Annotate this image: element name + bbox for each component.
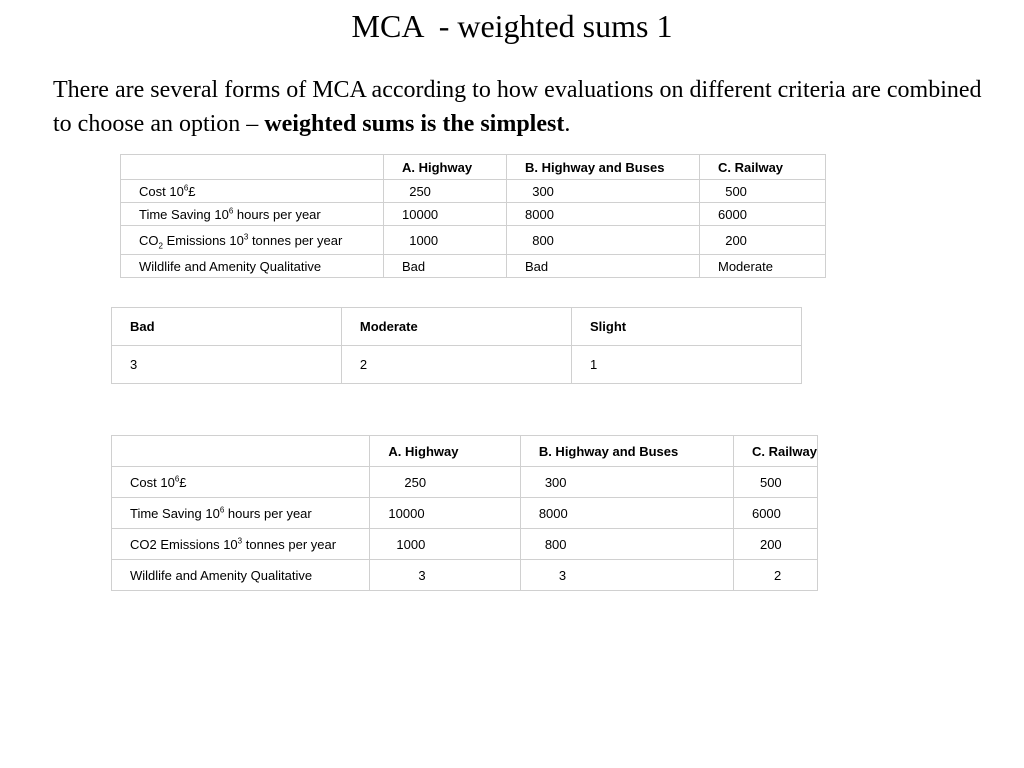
- table-cell: 250: [370, 467, 520, 498]
- table-row: [121, 203, 826, 226]
- row-label: Time Saving $10^6$ hours per year: [112, 498, 370, 529]
- table-cell: 3: [370, 560, 520, 591]
- table-row: [112, 467, 818, 498]
- header-cell: [121, 155, 384, 180]
- table-cell: 500: [733, 467, 817, 498]
- table-header-row: [112, 308, 802, 346]
- intro-bold-text: weighted sums is the simplest: [264, 111, 565, 137]
- row-label: $CO_2$ Emissions $10^3$ tonnes per year: [121, 226, 384, 255]
- scored-evaluation-table: [111, 435, 818, 591]
- table-cell: 200: [700, 226, 826, 255]
- table-cell: 1000: [384, 226, 507, 255]
- header-cell: Moderate: [341, 308, 571, 346]
- table-cell: 3: [112, 346, 342, 384]
- table-cell: 8000: [507, 203, 700, 226]
- table-header-row: [112, 436, 818, 467]
- row-label: Cost $10^6£$: [121, 180, 384, 203]
- table-cell: 2: [341, 346, 571, 384]
- header-cell: Slight: [572, 308, 802, 346]
- table-cell: Bad: [384, 255, 507, 278]
- header-cell: B. Highway and Buses: [520, 436, 733, 467]
- table-cell: 300: [507, 180, 700, 203]
- header-cell: Bad: [112, 308, 342, 346]
- header-cell: C. Railway: [700, 155, 826, 180]
- table-cell: 3: [520, 560, 733, 591]
- row-label: CO2 Emissions $10^3$ tonnes per year: [112, 529, 370, 560]
- table-row: [121, 180, 826, 203]
- table-cell: 500: [700, 180, 826, 203]
- table-cell: 300: [520, 467, 733, 498]
- table-cell: Bad: [507, 255, 700, 278]
- table-row: [112, 560, 818, 591]
- slide-title: MCA - weighted sums 1: [351, 8, 673, 44]
- table-cell: 250: [384, 180, 507, 203]
- table-row: [112, 346, 802, 384]
- table-row: [121, 255, 826, 278]
- table-cell: 800: [520, 529, 733, 560]
- table-cell: Moderate: [700, 255, 826, 278]
- header-cell: C. Railway: [733, 436, 817, 467]
- table-header-row: [121, 155, 826, 180]
- table-cell: 6000: [700, 203, 826, 226]
- header-cell: A. Highway: [370, 436, 520, 467]
- table-cell: 1: [572, 346, 802, 384]
- row-label: Cost $10^6£$: [112, 467, 370, 498]
- table-cell: 2: [733, 560, 817, 591]
- criteria-evaluation-table: [120, 154, 826, 278]
- header-cell: [112, 436, 370, 467]
- table-cell: 1000: [370, 529, 520, 560]
- intro-end: .: [564, 111, 571, 137]
- table-row: [112, 529, 818, 560]
- qualitative-score-table: [111, 307, 802, 384]
- row-label: Wildlife and Amenity Qualitative: [121, 255, 384, 278]
- table-cell: 200: [733, 529, 817, 560]
- table-cell: 10000: [370, 498, 520, 529]
- table-row: [121, 226, 826, 255]
- intro-paragraph: [53, 73, 983, 141]
- table-cell: 6000: [733, 498, 817, 529]
- header-cell: A. Highway: [384, 155, 507, 180]
- row-label: Time Saving $10^6$ hours per year: [121, 203, 384, 226]
- row-label: Wildlife and Amenity Qualitative: [112, 560, 370, 591]
- table-cell: 8000: [520, 498, 733, 529]
- table-cell: 800: [507, 226, 700, 255]
- table-cell: 10000: [384, 203, 507, 226]
- intro-text: There are several forms of MCA according to how evaluations on different criteria are combined to choose an option –: [53, 77, 982, 137]
- table-row: [112, 498, 818, 529]
- header-cell: B. Highway and Buses: [507, 155, 700, 180]
